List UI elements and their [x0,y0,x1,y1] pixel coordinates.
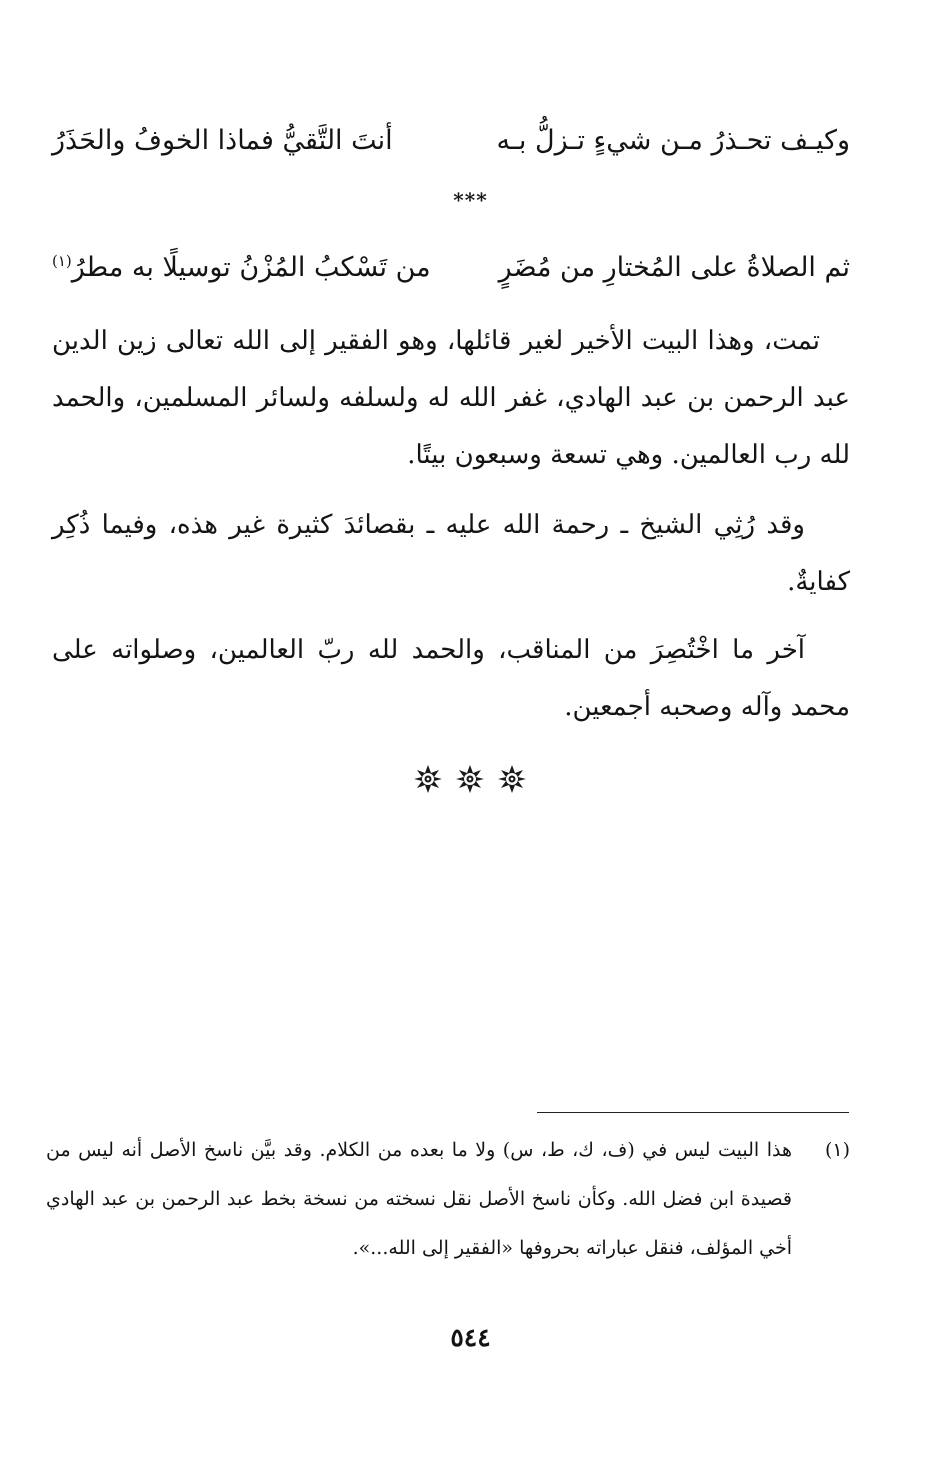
verse-first-hemistich: وكيـف تحـذرُ مـن شيءٍ تـزلُّ بـه [496,125,850,156]
end-ornament [380,764,560,798]
body-paragraph: آخر ما اخْتُصِرَ من المناقب، والحمد لله ربّ العالمين، وصلواته على محمد وآله وصحبه أجمعين. [52,635,850,722]
footnote-reference[interactable]: (١) [52,252,72,270]
footnote [46,1126,850,1273]
verse-second-hemistich: من تَسْكبُ المُزْنُ توسيلًا به مطرُ [71,252,431,283]
verse-second-hemistich-with-ref [52,243,442,293]
footnote-text: هذا البيت ليس في (ف، ك، ط، س) ولا ما بعده من الكلام. وقد بيَّن ناسخ الأصل أنه ليس من قصيدة ابن فضل الله. وكأن ناسخ الأصل نقل نسخته من نسخة بخط عبد الرحمن بن عبد الهادي أخي المؤلف، فنقل عباراته بحروفها «الفقير إلى الله...». [46,1139,792,1259]
poem-verse [52,116,850,166]
ornament-star-icon [497,764,527,794]
page-number: ٥٤٤ [450,1323,491,1352]
body-paragraph: وقد رُثِي الشيخ ـ رحمة الله عليه ـ بقصائدَ كثيرة غير هذه، وفيما ذُكِر كفايةٌ. [52,510,850,597]
section-separator: *** [453,188,488,212]
body-paragraph: تمت، وهذا البيت الأخير لغير قائلها، وهو الفقير إلى الله تعالى زين الدين عبد الرحمن بن عبد الهادي، غفر الله له ولسلفه ولسائر المسلمين، والحمد لله رب العالمين. وهي تسعة وسبعون بيتًا. [52,326,850,470]
ornament-star-icon [413,764,443,794]
verse-first-hemistich: ثم الصلاةُ على المُختارِ من مُضَرٍ [498,252,850,283]
ornament-star-icon [455,764,485,794]
poem-verse [52,243,850,293]
verse-second-hemistich: أنتَ التَّقيُّ فماذا الخوفُ والحَذَرُ [52,125,393,156]
footnote-number: (١) [824,1139,850,1161]
footnote-divider [537,1112,849,1113]
